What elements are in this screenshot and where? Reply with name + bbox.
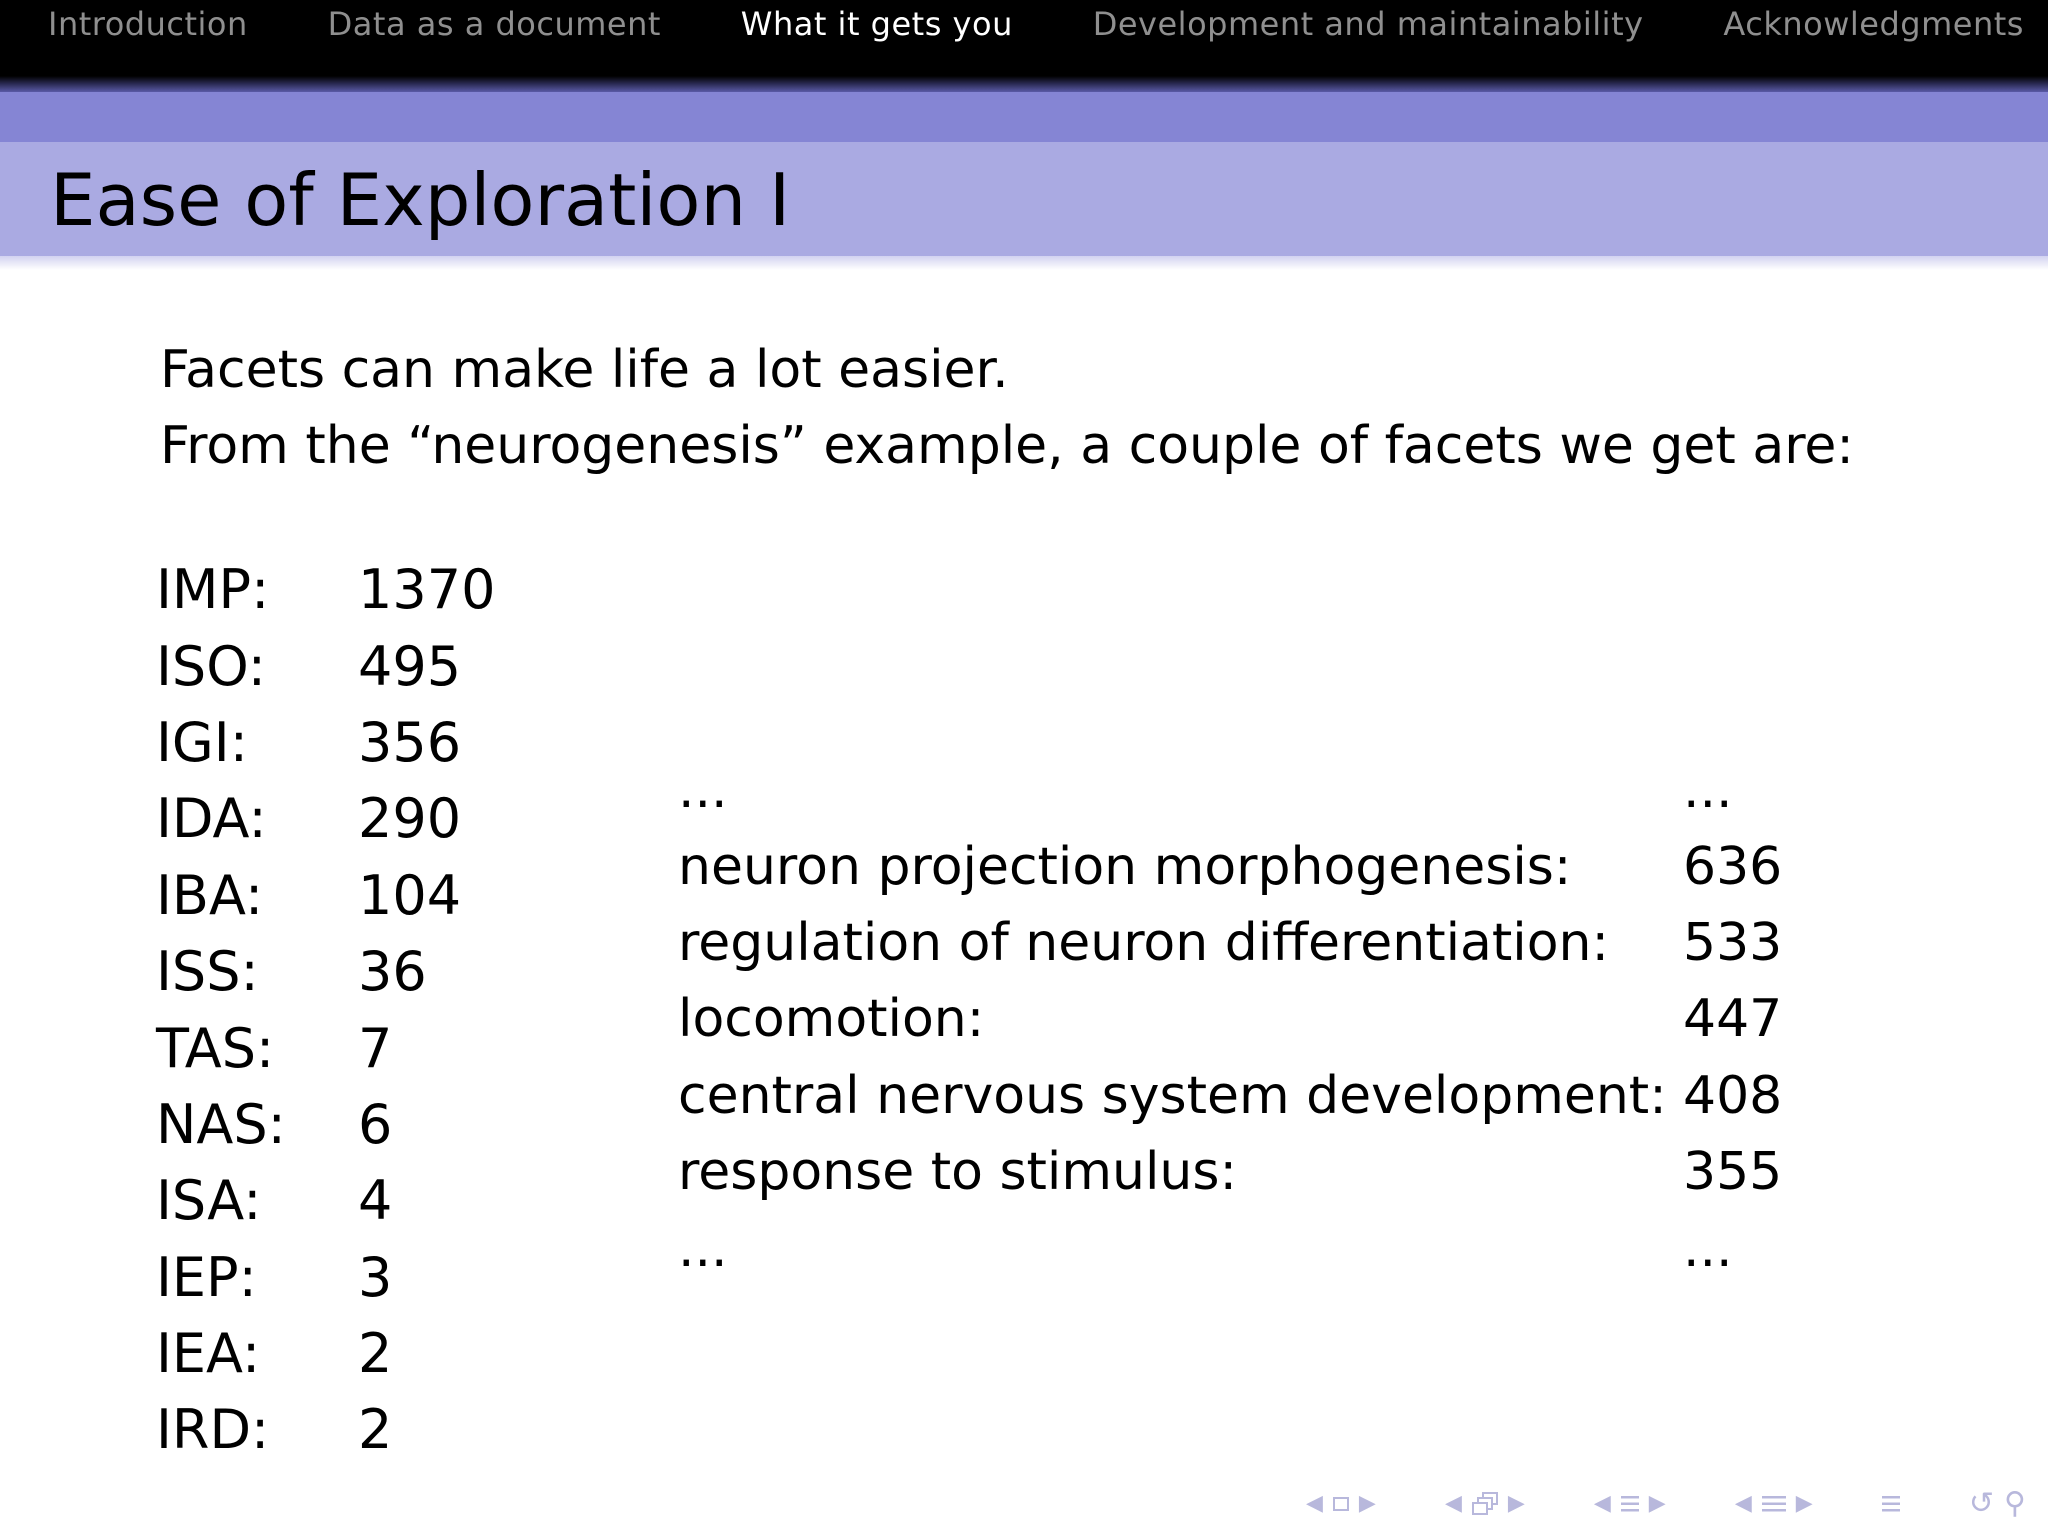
back-forward-icon[interactable]: ↺	[1968, 1486, 1994, 1521]
right-arrow-icon[interactable]: ▶	[1795, 1491, 1813, 1516]
facet-code: ISA:	[156, 1169, 262, 1233]
facet-count: 1370	[358, 558, 496, 622]
facet-count: 3	[358, 1245, 393, 1309]
table-row	[156, 934, 495, 1010]
subsection-icon[interactable]	[1621, 1496, 1639, 1512]
facet-count: 533	[1683, 912, 1783, 973]
document-icon[interactable]	[1882, 1496, 1900, 1512]
facet-count: 356	[358, 710, 462, 774]
facet-count: 6	[358, 1092, 393, 1156]
facet-count: 290	[358, 787, 462, 851]
table-row	[678, 1058, 1782, 1134]
table-row	[156, 1087, 495, 1163]
left-arrow-icon[interactable]: ◀	[1306, 1491, 1323, 1516]
table-row	[678, 1134, 1782, 1210]
nav-section-what-it-gets-you[interactable]: What it gets you	[740, 5, 1013, 43]
table-row	[156, 552, 495, 628]
facet-count: 7	[358, 1016, 393, 1080]
right-arrow-icon[interactable]: ▶	[1507, 1491, 1525, 1516]
intro-text-line-2: From the “neurogenesis” example, a couple of facets we get are:	[160, 416, 1854, 476]
title-decoration-stripe	[0, 92, 2048, 142]
facet-count: 495	[358, 634, 462, 698]
table-row	[156, 705, 495, 781]
nav-section-development-and-maintainability[interactable]: Development and maintainability	[1092, 5, 1644, 43]
slide-icon[interactable]	[1333, 1497, 1349, 1511]
facet-term: ...	[678, 1218, 728, 1279]
facet-code: IBA:	[156, 863, 264, 927]
table-row	[678, 981, 1782, 1057]
facet-count: 447	[1683, 989, 1783, 1050]
table-row	[156, 1010, 495, 1086]
section-navigation-bar	[0, 0, 2048, 92]
search-nav-group	[1968, 1486, 2026, 1521]
nav-section-acknowledgments[interactable]: Acknowledgments	[1723, 5, 2024, 43]
facet-count: 2	[358, 1398, 393, 1462]
table-row	[156, 1316, 495, 1392]
nav-section-data-as-a-document[interactable]: Data as a document	[327, 5, 661, 43]
table-row	[678, 828, 1782, 904]
facet-code: IEA:	[156, 1322, 261, 1386]
facet-term: ...	[678, 760, 728, 821]
left-arrow-icon[interactable]: ◀	[1734, 1491, 1752, 1516]
table-row	[678, 905, 1782, 981]
table-row	[156, 628, 495, 704]
document-nav-group	[1882, 1496, 1900, 1512]
right-arrow-icon[interactable]: ▶	[1358, 1491, 1376, 1516]
slide-nav-group	[1306, 1490, 1376, 1518]
frame-nav-group	[1445, 1490, 1525, 1518]
facet-code: NAS:	[156, 1092, 286, 1156]
intro-text-line-1: Facets can make life a lot easier.	[160, 340, 1009, 400]
table-row	[156, 1392, 495, 1468]
table-row	[156, 858, 495, 934]
facet-code: TAS:	[156, 1016, 275, 1080]
table-row	[678, 752, 1782, 828]
facet-count: 2	[358, 1322, 393, 1386]
left-arrow-icon[interactable]: ◀	[1593, 1491, 1611, 1516]
right-arrow-icon[interactable]: ▶	[1648, 1491, 1666, 1516]
facet-code: IMP:	[156, 558, 270, 622]
facet-term: locomotion:	[678, 989, 985, 1050]
go-term-facet-table	[678, 752, 1782, 1287]
frame-icon[interactable]	[1472, 1492, 1498, 1516]
left-arrow-icon[interactable]: ◀	[1444, 1491, 1462, 1516]
section-icon[interactable]	[1762, 1496, 1786, 1512]
table-row	[156, 1163, 495, 1239]
facet-term: response to stimulus:	[678, 1142, 1237, 1203]
facet-count: ...	[1683, 1218, 1733, 1279]
beamer-navigation-symbols	[1306, 1486, 2026, 1522]
section-nav-group	[1735, 1490, 1813, 1518]
facet-code: ISS:	[156, 940, 259, 1004]
table-row	[678, 1210, 1782, 1286]
facet-term: regulation of neuron differentiation:	[678, 912, 1610, 973]
facet-code: IEP:	[156, 1245, 257, 1309]
facet-count: 636	[1683, 836, 1783, 897]
facet-count: 355	[1683, 1142, 1783, 1203]
facet-count: ...	[1683, 760, 1733, 821]
facet-code: ISO:	[156, 634, 266, 698]
frame-title: Ease of Exploration I	[50, 158, 791, 242]
facet-count: 408	[1683, 1065, 1783, 1126]
table-row	[156, 781, 495, 857]
title-shadow	[0, 256, 2048, 270]
facet-count: 4	[358, 1169, 393, 1233]
evidence-code-facet-table	[156, 552, 495, 1469]
subsection-nav-group	[1594, 1490, 1666, 1518]
nav-section-introduction[interactable]: Introduction	[48, 5, 248, 43]
facet-term: central nervous system development:	[678, 1065, 1667, 1126]
table-row	[156, 1240, 495, 1316]
section-list	[0, 0, 2048, 48]
facet-code: IRD:	[156, 1398, 270, 1462]
facet-term: neuron projection morphogenesis:	[678, 836, 1572, 897]
search-icon[interactable]: ⚲	[2003, 1486, 2026, 1521]
facet-code: IDA:	[156, 787, 267, 851]
facet-count: 36	[358, 940, 427, 1004]
facet-count: 104	[358, 863, 462, 927]
facet-code: IGI:	[156, 710, 248, 774]
